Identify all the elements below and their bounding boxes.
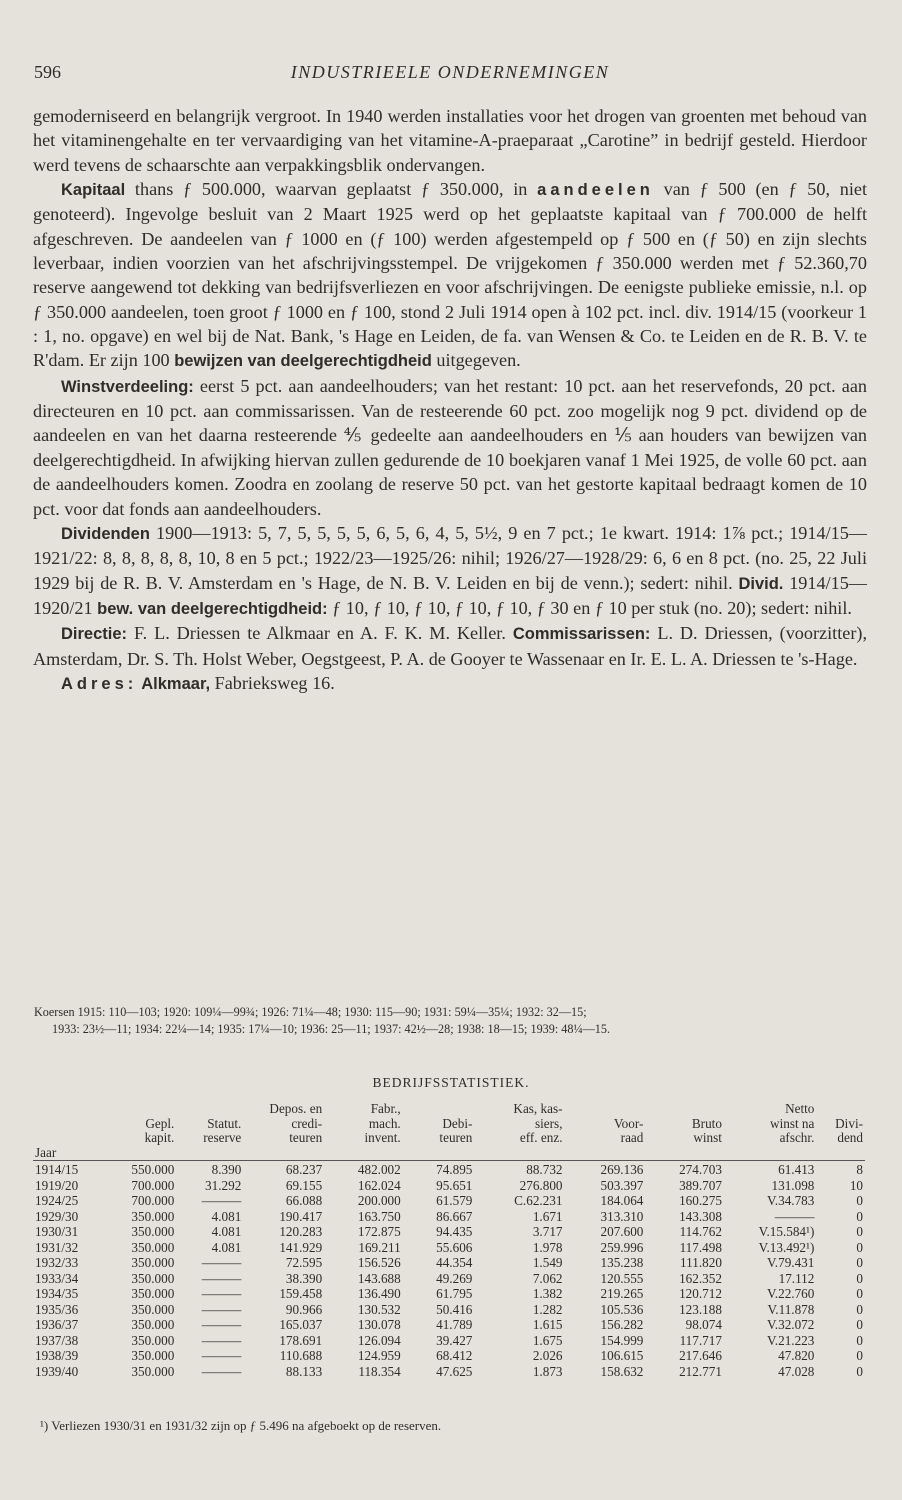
stats-column-header: siers, bbox=[535, 1115, 563, 1131]
stats-cell: 1937/38 bbox=[35, 1332, 79, 1348]
kapitaal-heading: Kapitaal bbox=[61, 181, 126, 200]
stats-column-header: Gepl. bbox=[145, 1115, 175, 1131]
stats-header-row bbox=[33, 1117, 865, 1132]
divid-heading: Divid. bbox=[738, 574, 784, 593]
stats-cell: 130.532 bbox=[357, 1301, 401, 1317]
stats-cell: V.79.431 bbox=[766, 1255, 815, 1270]
stats-cell: 1.978 bbox=[532, 1239, 563, 1255]
stats-cell: ——— bbox=[201, 1363, 242, 1379]
stats-column-header bbox=[176, 1102, 243, 1117]
directie-text-a: F. L. Driessen te Alkmaar en A. F. K. M. Keller. bbox=[127, 623, 513, 644]
stats-column-header bbox=[403, 1102, 475, 1117]
stats-cell: ——— bbox=[201, 1348, 242, 1363]
stats-column-header: afschr. bbox=[779, 1130, 815, 1145]
stats-column-header bbox=[33, 1131, 105, 1146]
stats-column-header: mach. bbox=[368, 1115, 401, 1131]
stats-row bbox=[33, 1271, 865, 1287]
stats-cell: 1914/15 bbox=[33, 1161, 105, 1178]
stats-cell: 106.615 bbox=[600, 1348, 644, 1363]
stats-cell: 55.606 bbox=[436, 1239, 473, 1255]
stats-cell: ——— bbox=[201, 1270, 242, 1286]
stats-cell: 1924/25 bbox=[35, 1193, 79, 1208]
stats-column-header bbox=[474, 1146, 564, 1161]
stats-cell: 0 bbox=[856, 1255, 863, 1270]
stats-column-header: winst na bbox=[770, 1115, 815, 1131]
stats-cell: 68.412 bbox=[436, 1348, 473, 1363]
stats-cell: 124.959 bbox=[357, 1348, 401, 1363]
stats-column-header bbox=[243, 1146, 324, 1161]
stats-column-header: Debi- bbox=[442, 1115, 473, 1131]
stats-cell: 165.037 bbox=[279, 1317, 323, 1332]
stats-cell: 0 bbox=[856, 1348, 863, 1363]
paragraph-winstverdeeling bbox=[33, 374, 867, 521]
stats-cell: 1.873 bbox=[532, 1363, 563, 1379]
stats-cell: 120.283 bbox=[279, 1224, 323, 1239]
stats-cell: 4.081 bbox=[211, 1208, 242, 1224]
stats-column-header bbox=[724, 1146, 816, 1161]
stats-cell: 1933/34 bbox=[35, 1270, 79, 1286]
stats-row bbox=[33, 1364, 865, 1380]
stats-column-header bbox=[816, 1102, 865, 1117]
stats-cell: 90.966 bbox=[285, 1301, 323, 1317]
stats-cell: 160.275 bbox=[679, 1193, 722, 1208]
bewijzen-heading: bewijzen van deelgerechtigdheid bbox=[174, 352, 432, 371]
stats-cell: ——— bbox=[201, 1332, 242, 1348]
stats-cell: 274.703 bbox=[645, 1161, 724, 1178]
stats-column-header: credi- bbox=[291, 1115, 323, 1131]
stats-cell: 3.717 bbox=[532, 1224, 563, 1239]
stats-cell: 1938/39 bbox=[35, 1348, 79, 1363]
stats-cell: 0 bbox=[856, 1270, 863, 1286]
stats-cell: 700.000 bbox=[131, 1193, 175, 1208]
stats-cell: 72.595 bbox=[285, 1255, 323, 1270]
stats-cell: 17.112 bbox=[778, 1270, 815, 1286]
stats-cell: 350.000 bbox=[131, 1208, 175, 1224]
stats-cell: 86.667 bbox=[436, 1208, 473, 1224]
stats-cell: 41.789 bbox=[436, 1317, 473, 1332]
kapitaal-text-c: uitgegeven. bbox=[431, 350, 521, 371]
stats-cell: 61.413 bbox=[724, 1161, 816, 1178]
stats-cell: 47.028 bbox=[778, 1363, 815, 1379]
stats-column-header: Fabr., bbox=[370, 1101, 401, 1116]
stats-header-row bbox=[33, 1146, 865, 1161]
stats-column-header: Bruto bbox=[691, 1115, 722, 1131]
stats-cell: 212.771 bbox=[679, 1363, 722, 1379]
stats-row bbox=[33, 1161, 865, 1178]
stats-column-header: Voor- bbox=[613, 1115, 644, 1131]
stats-cell: 10 bbox=[849, 1177, 863, 1193]
stats-column-header: Jaar bbox=[35, 1144, 57, 1160]
stats-cell: 61.579 bbox=[436, 1193, 473, 1208]
dividenden-text-c: ƒ 10, ƒ 10, ƒ 10, ƒ 10, ƒ 10, ƒ 30 en ƒ 10 per stuk (no. 20); sedert: nihil. bbox=[327, 597, 852, 618]
stats-header-row bbox=[33, 1131, 865, 1146]
stats-table-head bbox=[33, 1102, 865, 1161]
stats-cell: 4.081 bbox=[211, 1239, 242, 1255]
stats-cell: 350.000 bbox=[131, 1286, 175, 1301]
stats-cell: V.11.878 bbox=[767, 1301, 815, 1317]
stats-cell: 7.062 bbox=[532, 1270, 563, 1286]
stats-cell: 1.549 bbox=[532, 1255, 563, 1270]
stats-cell: 1939/40 bbox=[35, 1363, 79, 1379]
stats-cell: 141.929 bbox=[279, 1239, 323, 1255]
stats-header-row bbox=[33, 1102, 865, 1117]
stats-cell: 143.688 bbox=[357, 1270, 401, 1286]
stats-cell: ——— bbox=[201, 1255, 242, 1270]
paragraph-kapitaal bbox=[33, 177, 867, 374]
stats-cell: 172.875 bbox=[357, 1224, 401, 1239]
dividenden-heading: Dividenden bbox=[61, 524, 150, 543]
stats-column-header: Divi- bbox=[835, 1115, 863, 1131]
stats-cell: 550.000 bbox=[105, 1161, 177, 1178]
winstverdeeling-heading: Winstverdeeling: bbox=[61, 377, 194, 396]
stats-cell: 1.282 bbox=[532, 1301, 563, 1317]
stats-cell: 0 bbox=[856, 1208, 863, 1224]
stats-column-header: reserve bbox=[203, 1130, 242, 1145]
stats-row bbox=[33, 1224, 865, 1240]
stats-cell: 350.000 bbox=[131, 1317, 175, 1332]
stats-cell: 350.000 bbox=[131, 1255, 175, 1270]
stats-cell: V.22.760 bbox=[766, 1286, 815, 1301]
stats-cell: 117.717 bbox=[679, 1332, 722, 1348]
stats-column-header: Kas, kas- bbox=[513, 1101, 563, 1116]
stats-cell: 200.000 bbox=[357, 1193, 401, 1208]
kapitaal-text-b: van ƒ 500 (en ƒ 50, niet genoteerd). Ingevolge besluit van 2 Maart 1925 werd op het geplaatste kapitaal van ƒ 700.000 de helft afgeschreven. De aandeelen van ƒ 1000 en (ƒ 100) werden afgestempeld op ƒ 500 en (ƒ 50) en zijn slechts leverbaar, indien voorzien van het afschrijvingsstempel. De vrijgekomen ƒ 350.000 werden met ƒ 52.360,70 reserve aangewend tot dekking van bedrijfsverliezen en voor afschrijvingen. De eenigste publieke emissie, n.l. op ƒ 350.000 aandeelen, toen groot ƒ 1000 en ƒ 100, stond 2 Juli 1914 open à 102 pct. incl. div. 1914/15 (voorkeur 1 : 1, no. opgave) en wel bij de Nat. Bank, 's Hage en Leiden, de fa. van Wensen & Co. te Leiden en de R. B. V. te R'dam. Er zijn 100 bbox=[33, 179, 867, 371]
stats-column-header: Depos. en bbox=[269, 1101, 323, 1116]
stats-column-header: teuren bbox=[439, 1130, 473, 1145]
stats-cell: 0 bbox=[856, 1332, 863, 1348]
paragraph-adres bbox=[33, 671, 867, 696]
stats-cell: 259.996 bbox=[600, 1239, 644, 1255]
stats-cell: V.21.223 bbox=[766, 1332, 815, 1348]
running-title: INDUSTRIEELE ONDERNEMINGEN bbox=[290, 62, 610, 82]
stats-cell: 162.024 bbox=[357, 1177, 401, 1193]
stats-cell: 190.417 bbox=[279, 1208, 323, 1224]
stats-cell: 313.310 bbox=[600, 1208, 644, 1224]
stats-cell: 44.354 bbox=[436, 1255, 473, 1270]
stats-column-header: Statut. bbox=[207, 1115, 242, 1131]
stats-cell: 1.675 bbox=[532, 1332, 563, 1348]
page-header bbox=[34, 62, 866, 88]
dividenden-text-b: 1914/15—1920/21 bbox=[33, 572, 867, 618]
stats-cell: 169.211 bbox=[358, 1239, 401, 1255]
stats-cell: 350.000 bbox=[131, 1239, 175, 1255]
stats-cell: 1.671 bbox=[532, 1208, 563, 1224]
stats-row bbox=[33, 1317, 865, 1333]
stats-cell: 207.600 bbox=[600, 1224, 644, 1239]
stats-cell: 350.000 bbox=[131, 1270, 175, 1286]
page-number: 596 bbox=[34, 62, 61, 82]
koersen-block bbox=[34, 1004, 868, 1038]
stats-cell: 1919/20 bbox=[35, 1177, 79, 1193]
stats-cell: 47.625 bbox=[436, 1363, 473, 1379]
stats-cell: 350.000 bbox=[131, 1332, 175, 1348]
paragraph-dividenden bbox=[33, 521, 867, 621]
stats-cell: 120.555 bbox=[600, 1270, 644, 1286]
stats-cell: 61.795 bbox=[436, 1286, 473, 1301]
stats-cell: 389.707 bbox=[679, 1177, 722, 1193]
stats-cell: 1932/33 bbox=[35, 1255, 79, 1270]
stats-column-header bbox=[565, 1146, 646, 1161]
stats-cell: 0 bbox=[856, 1239, 863, 1255]
stats-cell: 350.000 bbox=[131, 1363, 175, 1379]
stats-cell: 0 bbox=[856, 1317, 863, 1332]
stats-cell: 154.999 bbox=[600, 1332, 644, 1348]
stats-cell: 111.820 bbox=[680, 1255, 722, 1270]
stats-cell: ——— bbox=[774, 1208, 815, 1224]
stats-column-header: invent. bbox=[364, 1130, 401, 1145]
stats-cell: 88.732 bbox=[474, 1161, 564, 1178]
directie-text-b: L. D. Driessen, (voorzitter), Amsterdam, Dr. S. Th. Holst Weber, Oegstgeest, P. A. de Gooyer te Wassenaar en Ir. E. L. A. Driessen te 's-Hage. bbox=[33, 623, 867, 669]
stats-cell: V.13.492¹) bbox=[758, 1239, 815, 1255]
paragraph-directie bbox=[33, 621, 867, 671]
stats-column-header: kapit. bbox=[144, 1130, 175, 1145]
stats-column-header bbox=[403, 1146, 475, 1161]
stats-cell: 68.237 bbox=[243, 1161, 324, 1178]
stats-cell: 136.490 bbox=[357, 1286, 401, 1301]
stats-cell: 184.064 bbox=[600, 1193, 644, 1208]
stats-cell: V.15.584¹) bbox=[758, 1224, 815, 1239]
stats-cell: 217.646 bbox=[679, 1348, 722, 1363]
kapitaal-text-a: thans ƒ 500.000, waarvan geplaatst ƒ 350.000, in bbox=[125, 179, 538, 200]
stats-cell: 88.133 bbox=[285, 1363, 323, 1379]
stats-cell: 269.136 bbox=[565, 1161, 646, 1178]
adres-text: Fabrieksweg 16. bbox=[210, 672, 335, 693]
stats-row bbox=[33, 1286, 865, 1302]
stats-column-header: dend bbox=[837, 1130, 863, 1145]
stats-cell: 1934/35 bbox=[35, 1286, 79, 1301]
stats-row bbox=[33, 1348, 865, 1364]
stats-cell: 98.074 bbox=[685, 1317, 722, 1332]
stats-cell: 143.308 bbox=[679, 1208, 722, 1224]
paragraph-intro: gemoderniseerd en belangrijk vergroot. In 1940 werden installaties voor het drogen van groenten met behoud van het vitaminengehalte en ter vervaardiging van het vitamine-A-praeparaat „Carotine” in bedrijf gesteld. Hierdoor werd tevens de schaarschte aan verpakkingsblik ondervangen. bbox=[33, 106, 867, 175]
stats-cell: ——— bbox=[201, 1286, 242, 1301]
footnote: ¹) Verliezen 1930/31 en 1931/32 zijn op ƒ 5.496 na afgeboekt op de reserven. bbox=[40, 1418, 442, 1433]
stats-cell: 0 bbox=[856, 1301, 863, 1317]
stats-row bbox=[33, 1333, 865, 1349]
stats-cell: 69.155 bbox=[285, 1177, 323, 1193]
stats-column-header bbox=[565, 1102, 646, 1117]
stats-cell: 350.000 bbox=[131, 1301, 175, 1317]
dividenden-text-a: 1900—1913: 5, 7, 5, 5, 5, 5, 6, 5, 6, 4, 5, 5½, 9 en 7 pct.; 1e kwart. 1914: 1⅞ pct.; 1914/15—1921/22: 8, 8, 8, 8, 8, 10, 8 en 5 pct.; 1922/23—1925/26: nihil; 1926/27—1928/29: 6, 6 en 8 pct. (no. 25, 22 Juli 1929 bij de R. B. V. Amsterdam en 's Hage, de N. B. V. Leiden en bij de venn.); sedert: nihil. bbox=[33, 522, 867, 593]
stats-column-header bbox=[176, 1146, 243, 1161]
stats-cell: 123.188 bbox=[679, 1301, 722, 1317]
stats-cell: 1.382 bbox=[532, 1286, 563, 1301]
stats-column-header: teuren bbox=[289, 1130, 323, 1145]
stats-title: BEDRIJFSSTATISTIEK. bbox=[372, 1075, 530, 1090]
stats-cell: 350.000 bbox=[131, 1224, 175, 1239]
stats-cell: 503.397 bbox=[600, 1177, 644, 1193]
stats-cell: ——— bbox=[201, 1301, 242, 1317]
stats-cell: 4.081 bbox=[211, 1224, 242, 1239]
adres-heading: Adres: bbox=[61, 674, 138, 693]
stats-column-header: raad bbox=[620, 1130, 644, 1145]
stats-column-header bbox=[645, 1102, 724, 1117]
stats-cell: V.34.783 bbox=[766, 1193, 815, 1208]
stats-cell: V.32.072 bbox=[766, 1317, 815, 1332]
stats-cell: C.62.231 bbox=[514, 1193, 563, 1208]
stats-column-header bbox=[645, 1146, 724, 1161]
stats-cell: ——— bbox=[201, 1193, 242, 1208]
stats-cell: 117.498 bbox=[679, 1239, 722, 1255]
stats-column-header bbox=[105, 1146, 177, 1161]
stats-cell: 700.000 bbox=[131, 1177, 175, 1193]
stats-row bbox=[33, 1255, 865, 1271]
stats-cell: 110.688 bbox=[279, 1348, 323, 1363]
stats-cell: 114.762 bbox=[679, 1224, 722, 1239]
stats-cell: 0 bbox=[856, 1193, 863, 1208]
stats-cell: 95.651 bbox=[436, 1177, 473, 1193]
stats-cell: 131.098 bbox=[771, 1177, 815, 1193]
stats-cell: 350.000 bbox=[131, 1348, 175, 1363]
stats-column-header bbox=[324, 1146, 403, 1161]
stats-cell: 276.800 bbox=[519, 1177, 563, 1193]
stats-cell: 74.895 bbox=[403, 1161, 475, 1178]
stats-column-header: Netto bbox=[785, 1101, 815, 1116]
directie-heading: Directie: bbox=[61, 625, 128, 644]
stats-cell: 178.691 bbox=[279, 1332, 323, 1348]
stats-cell: 0 bbox=[856, 1286, 863, 1301]
stats-cell: 1931/32 bbox=[35, 1239, 79, 1255]
stats-column-header bbox=[33, 1102, 105, 1117]
stats-cell: 482.002 bbox=[324, 1161, 403, 1178]
stats-cell: 47.820 bbox=[778, 1348, 815, 1363]
stats-cell: 158.632 bbox=[600, 1363, 644, 1379]
stats-table-body bbox=[33, 1161, 865, 1380]
stats-row bbox=[33, 1209, 865, 1225]
stats-row bbox=[33, 1193, 865, 1209]
stats-cell: 94.435 bbox=[436, 1224, 473, 1239]
stats-cell: 219.265 bbox=[600, 1286, 644, 1301]
stats-column-header: winst bbox=[693, 1130, 722, 1145]
stats-cell: 50.416 bbox=[436, 1301, 473, 1317]
stats-cell: 159.458 bbox=[279, 1286, 323, 1301]
stats-cell: 49.269 bbox=[436, 1270, 473, 1286]
stats-column-header bbox=[105, 1102, 177, 1117]
stats-cell: 118.354 bbox=[358, 1363, 401, 1379]
stats-cell: 8.390 bbox=[176, 1161, 243, 1178]
stats-row bbox=[33, 1178, 865, 1194]
stats-column-header bbox=[33, 1117, 105, 1132]
stats-row bbox=[33, 1302, 865, 1318]
stats-cell: 162.352 bbox=[679, 1270, 722, 1286]
stats-cell: 66.088 bbox=[285, 1193, 323, 1208]
stats-cell: 1929/30 bbox=[35, 1208, 79, 1224]
stats-cell: 38.390 bbox=[285, 1270, 323, 1286]
stats-cell: 156.526 bbox=[357, 1255, 401, 1270]
stats-table bbox=[33, 1102, 865, 1379]
stats-cell: 8 bbox=[816, 1161, 865, 1178]
stats-column-header bbox=[816, 1146, 865, 1161]
stats-row bbox=[33, 1240, 865, 1256]
stats-cell: 1935/36 bbox=[35, 1301, 79, 1317]
stats-cell: 105.536 bbox=[600, 1301, 644, 1317]
stats-cell: 163.750 bbox=[357, 1208, 401, 1224]
aandeelen-spaced: aandeelen bbox=[537, 181, 654, 200]
body-text bbox=[33, 104, 867, 696]
stats-cell: 126.094 bbox=[357, 1332, 401, 1348]
stats-column-header: eff. enz. bbox=[519, 1130, 563, 1145]
stats-cell: 156.282 bbox=[600, 1317, 644, 1332]
stats-cell: ——— bbox=[201, 1317, 242, 1332]
koersen-line-1: Koersen 1915: 110—103; 1920: 109¼—99¾; 1926: 71¼—48; 1930: 115—90; 1931: 59¼—35¼; 1932: 32—15; bbox=[34, 1005, 587, 1019]
bew-heading: bew. van deelgerechtigdheid: bbox=[97, 599, 328, 618]
stats-cell: 31.292 bbox=[205, 1177, 242, 1193]
adres-city: Alkmaar, bbox=[137, 674, 211, 693]
stats-cell: 120.712 bbox=[679, 1286, 722, 1301]
stats-cell: 1.615 bbox=[532, 1317, 563, 1332]
stats-cell: 39.427 bbox=[436, 1332, 473, 1348]
commissarissen-heading: Commissarissen: bbox=[512, 625, 651, 644]
winstverdeeling-text: eerst 5 pct. aan aandeelhouders; van het restant: 10 pct. aan het reservefonds, 20 pct. aan directeuren en 10 pct. aan commissarissen. Van de resteerende 60 pct. zoo mogelijk nog 9 pct. dividend op de aandeelen en van het daarna resteerende ⅘ gedeelte aan aandeelhouders en ⅕ aan houders van bewijzen van deelgerechtigdheid. In afwijking hiervan zullen gedurende de 10 boekjaren vanaf 1 Mei 1925, de volle 60 pct. aan de aandeelhouders komen. Zoodra en zoolang de reserve 50 pct. van het gestorte kapitaal bedraagt komen de 10 pct. voor dat fonds aan aandeelhouders. bbox=[33, 375, 867, 519]
stats-cell: 135.238 bbox=[600, 1255, 644, 1270]
stats-cell: 130.078 bbox=[357, 1317, 401, 1332]
stats-cell: 1936/37 bbox=[35, 1317, 79, 1332]
stats-cell: 0 bbox=[856, 1224, 863, 1239]
stats-cell: 1930/31 bbox=[35, 1224, 79, 1239]
stats-cell: 0 bbox=[856, 1363, 863, 1379]
stats-cell: 2.026 bbox=[532, 1348, 563, 1363]
koersen-line-2: 1933: 23½—11; 1934: 22¼—14; 1935: 17¼—10; 1936: 25—11; 1937: 42½—28; 1938: 18—15; 1939: 48¼—15. bbox=[52, 1022, 611, 1036]
